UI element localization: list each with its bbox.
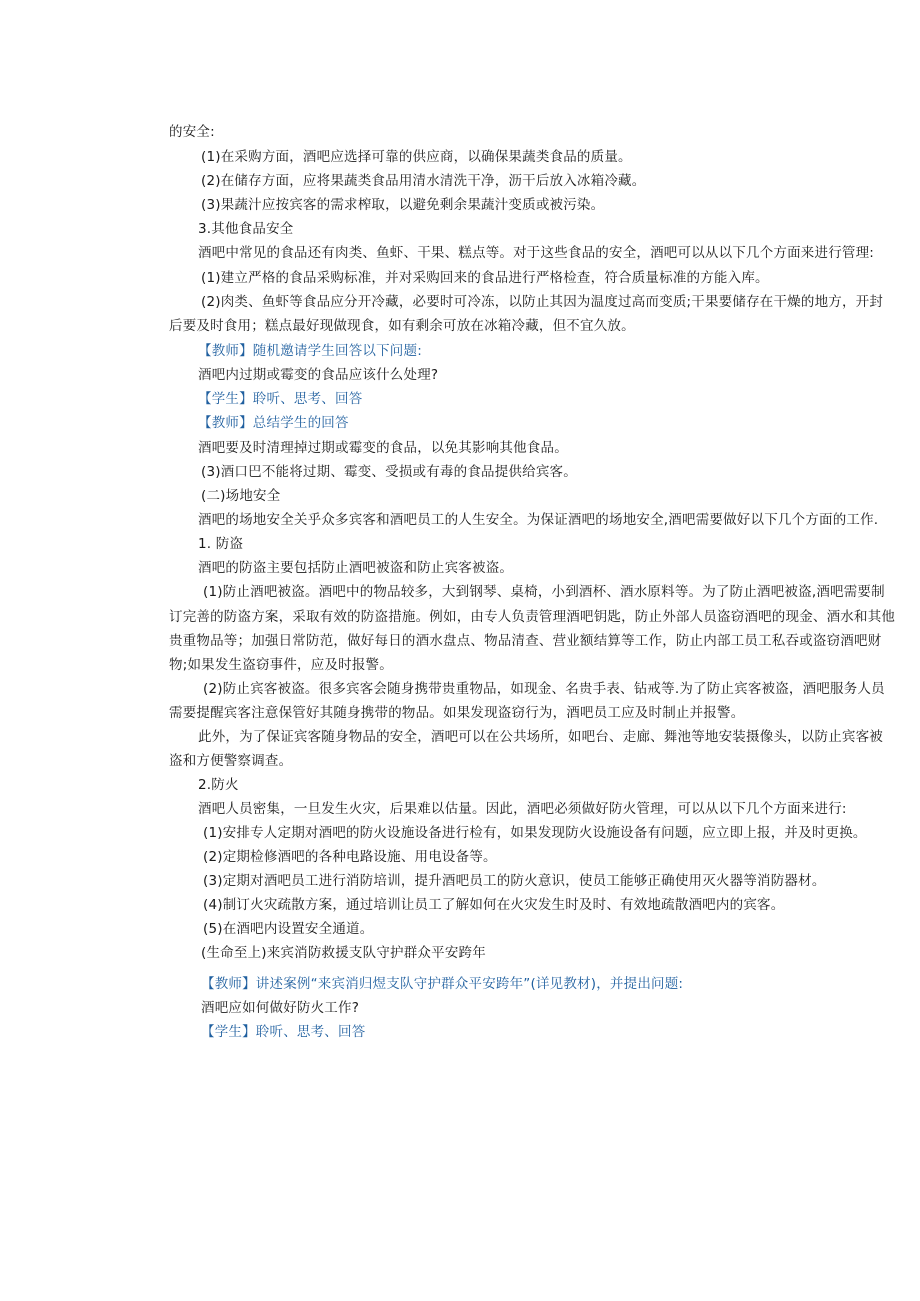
text-line: 酒吧的场地安全关乎众多宾客和酒吧员工的人生安全。为保证酒吧的场地安全,酒吧需要做好以下几个方面的工作. <box>198 512 879 528</box>
text-line: 酒吧内过期或霉变的食品应该什么处理? <box>198 367 439 383</box>
teacher-prompt: 【教师】总结学生的回答 <box>198 415 349 431</box>
section-heading: 1. 防盗 <box>198 536 244 552</box>
student-prompt: 【学生】聆听、思考、回答 <box>198 391 363 407</box>
text-line: 的安全: <box>169 124 215 140</box>
student-prompt: 【学生】聆听、思考、回答 <box>201 1024 366 1040</box>
text-line: (5)在酒吧内设置安全通道。 <box>203 921 374 937</box>
text-line: 需要提醒宾客注意保管好其随身携带的物品。如果发现盗窃行为，酒吧员工应及时制止并报警。 <box>169 705 745 721</box>
text-line: 贵重物品等；加强日常防范，做好每日的酒水盘点、物品清查、营业额结算等工作，防止内部工员工私吞或盗窃酒吧财 <box>169 633 882 649</box>
text-line: (2)在储存方面，应将果蔬类食品用清水清洗干净，沥干后放入冰箱冷藏。 <box>201 173 646 189</box>
text-line: 酒吧人员密集，一旦发生火灾，后果难以估量。因此，酒吧必须做好防火管理，可以从以下几个方面来进行: <box>198 801 847 817</box>
text-line: (1)安排专人定期对酒吧的防火设施设备进行检有，如果发现防火设施设备有问题，应立即上报，并及时更换。 <box>203 825 867 841</box>
text-line: (2)肉类、鱼虾等食品应分开冷藏，必要时可冷冻，以防止其因为温度过高而变质;干果要储存在干燥的地方，开封 <box>201 294 884 310</box>
text-line: (1)建立严格的食品采购标准，并对采购回来的食品进行严格检查，符合质量标准的方能入库。 <box>201 270 769 286</box>
text-line: (3)定期对酒吧员工进行消防培训，提升酒吧员工的防火意识，使员工能够正确使用灭火器等消防器材。 <box>203 873 826 889</box>
teacher-prompt: 【教师】随机邀请学生回答以下问题: <box>198 343 422 359</box>
section-heading: (二)场地安全 <box>201 488 281 504</box>
text-line: 盗和方便警察调查。 <box>169 753 293 769</box>
text-line: 酒吧中常见的食品还有肉类、鱼虾、干果、糕点等。对于这些食品的安全，酒吧可以从以下几个方面来进行管理: <box>198 245 875 261</box>
text-line: (3)酒口巴不能将过期、霉变、受损或有毒的食品提供给宾客。 <box>201 464 577 480</box>
teacher-prompt: 【教师】讲述案例“来宾消归煜支队守护群众平安跨年”(详见教材)，并提出问题: <box>201 976 684 992</box>
text-line: (4)制订火灾疏散方案，通过培训让员工了解如何在火灾发生时及时、有效地疏散酒吧内的宾客。 <box>203 897 785 913</box>
text-line: 酒吧的防盗主要包括防止酒吧被盗和防止宾客被盗。 <box>198 560 514 576</box>
text-line: (2)防止宾客被盗。很多宾客会随身携带贵重物品，如现金、名贵手表、钻戒等.为了防止宾客被盗，酒吧服务人员 <box>203 681 885 697</box>
section-heading: 2.防火 <box>198 777 239 793</box>
text-line: (1)在采购方面，酒吧应选择可靠的供应商，以确保果蔬类食品的质量。 <box>201 149 632 165</box>
text-line: 此外，为了保证宾客随身物品的安全，酒吧可以在公共场所，如吧台、走廊、舞池等地安装摄像头，以防止宾客被 <box>198 729 883 745</box>
text-line: (3)果蔬汁应按宾客的需求榨取，以避免剩余果蔬汁变质或被污染。 <box>201 197 605 213</box>
section-heading: 3.其他食品安全 <box>198 221 294 237</box>
text-line: 后要及时食用；糕点最好现做现食，如有剩余可放在冰箱冷藏，但不宜久放。 <box>169 318 635 334</box>
text-line: 酒吧要及时清理掉过期或霉变的食品，以免其影响其他食品。 <box>198 440 568 456</box>
text-line: 酒吧应如何做好防火工作? <box>201 1000 360 1016</box>
text-line: 物;如果发生盗窃事件，应及时报警。 <box>169 657 393 673</box>
text-line: 订完善的防盗方案，采取有效的防盗措施。例如，由专人负责管理酒吧钥匙，防止外部人员盗窃酒吧的现金、酒水和其他 <box>169 609 896 625</box>
text-line: (生命至上)来宾消防救援支队守护群众平安跨年 <box>201 945 486 961</box>
text-line: (2)定期检修酒吧的各种电路设施、用电设备等。 <box>203 849 497 865</box>
text-line: (1)防止酒吧被盗。酒吧中的物品较多，大到钢琴、桌椅，小到酒杯、酒水原料等。为了防止酒吧被盗,酒吧需要制 <box>203 584 885 600</box>
